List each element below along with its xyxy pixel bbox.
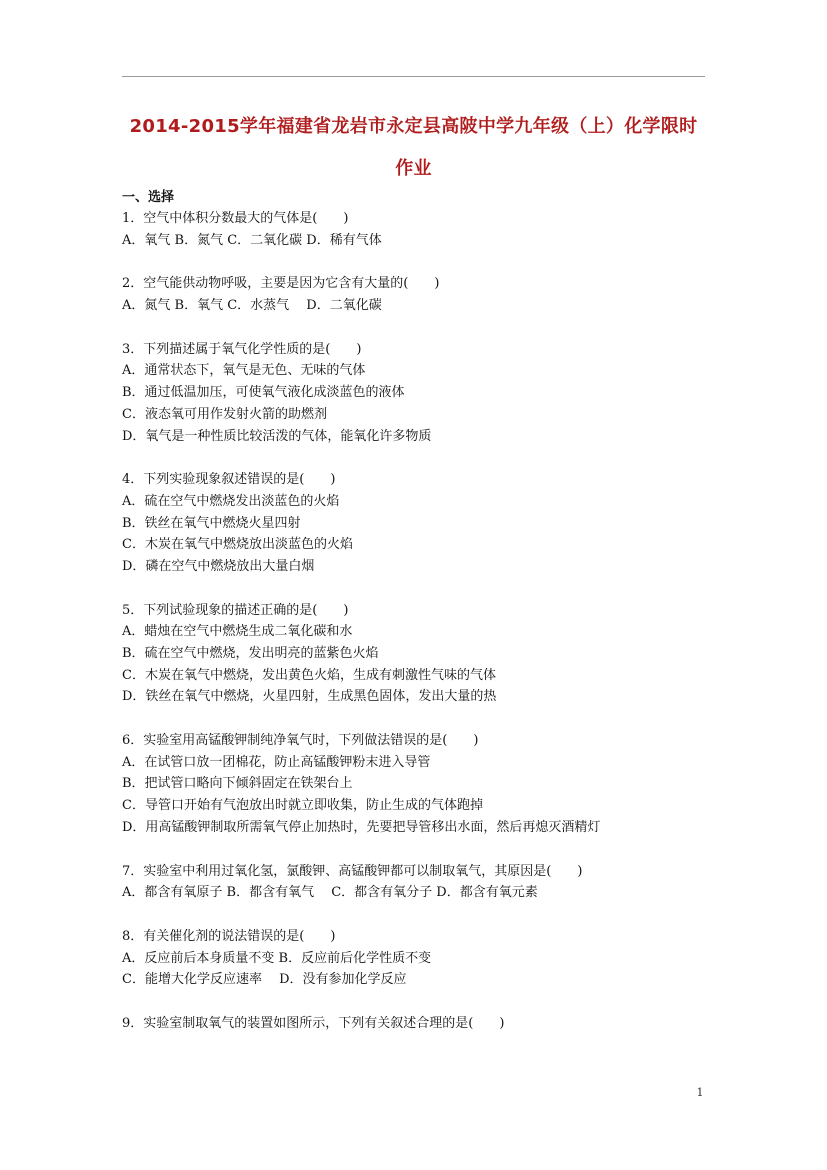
answer-options: A．氮气 B．氧气 C．水蒸气 D．二氧化碳 <box>122 298 382 314</box>
section-heading: 一、选择 <box>122 190 175 205</box>
answer-options: A．反应前后本身质量不变 B．反应前后化学性质不变 <box>122 950 432 966</box>
answer-options: C．导管口开始有气泡放出时就立即收集，防止生成的气体跑掉 <box>122 798 483 814</box>
question-stem: 3．下列描述属于氧气化学性质的是( ) <box>122 341 362 357</box>
answer-options: A．在试管口放一团棉花，防止高锰酸钾粉末进入导管 <box>122 754 431 770</box>
question-stem: 1．空气中体积分数最大的气体是( ) <box>122 211 349 226</box>
answer-options: A．都含有氧原子 B．都含有氧气 C．都含有氧分子 D．都含有氧元素 <box>122 885 538 901</box>
document-title-continued: 作业 <box>395 158 432 179</box>
answer-options: A．氧气 B．氮气 C．二氧化碳 D．稀有气体 <box>122 232 382 248</box>
question-8 <box>122 926 722 991</box>
answer-options: D．磷在空气中燃烧放出大量白烟 <box>122 558 315 574</box>
page-number: 1 <box>696 1086 704 1099</box>
question-4 <box>122 469 722 577</box>
answer-options: D．铁丝在氧气中燃烧，火星四射，生成黑色固体，发出大量的热 <box>122 689 497 705</box>
question-stem: 8．有关催化剂的说法错误的是( ) <box>122 928 336 944</box>
answer-options: A．硫在空气中燃烧发出淡蓝色的火焰 <box>122 493 340 509</box>
question-stem: 9．实验室制取氧气的装置如图所示，下列有关叙述合理的是( ) <box>122 1015 505 1031</box>
question-stem: 2．空气能供动物呼吸，主要是因为它含有大量的( ) <box>122 276 440 292</box>
question-stem: 4．下列实验现象叙述错误的是( ) <box>122 472 336 488</box>
answer-options: A．蜡烛在空气中燃烧生成二氧化碳和水 <box>122 624 353 640</box>
question-9 <box>122 1013 722 1035</box>
question-stem: 6．实验室用高锰酸钾制纯净氧气时，下列做法错误的是( ) <box>122 733 479 749</box>
answer-options: B．铁丝在氧气中燃烧火星四射 <box>122 515 301 531</box>
answer-options: C．木炭在氧气中燃烧，发出黄色火焰，生成有刺激性气味的气体 <box>122 667 496 683</box>
header-rule <box>122 76 705 77</box>
document-title: 2014-2015学年福建省龙岩市永定县高陂中学九年级（上）化学限时 <box>129 116 698 137</box>
question-stem: 7．实验室中利用过氧化氢，氯酸钾、高锰酸钾都可以制取氧气，其原因是( ) <box>122 863 583 879</box>
question-list <box>122 208 722 1035</box>
question-7 <box>122 861 722 904</box>
question-5 <box>122 600 722 708</box>
answer-options: B．通过低温加压，可使氧气液化成淡蓝色的液体 <box>122 385 405 401</box>
answer-options: C．木炭在氧气中燃烧放出淡蓝色的火焰 <box>122 537 353 553</box>
question-1 <box>122 208 722 251</box>
question-3 <box>122 339 722 447</box>
answer-options: C．液态氧可用作发射火箭的助燃剂 <box>122 406 327 422</box>
answer-options: A．通常状态下，氧气是无色、无味的气体 <box>122 363 366 379</box>
answer-options: D．氧气是一种性质比较活泼的气体，能氧化许多物质 <box>122 428 432 444</box>
answer-options: B．把试管口略向下倾斜固定在铁架台上 <box>122 776 353 792</box>
answer-options: C．能增大化学反应速率 D．没有参加化学反应 <box>122 972 407 988</box>
document-body <box>122 187 722 1057</box>
question-6 <box>122 730 722 838</box>
answer-options: D．用高锰酸钾制取所需氧气停止加热时，先要把导管移出水面，然后再熄灭酒精灯 <box>122 819 601 835</box>
answer-options: B．硫在空气中燃烧，发出明亮的蓝紫色火焰 <box>122 646 379 661</box>
question-stem: 5．下列试验现象的描述正确的是( ) <box>122 602 349 618</box>
question-2 <box>122 273 722 316</box>
